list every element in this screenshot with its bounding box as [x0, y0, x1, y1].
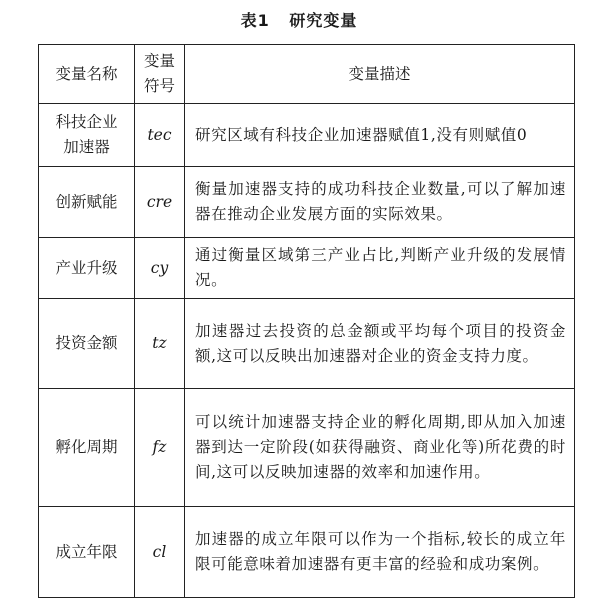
variable-symbol: cy	[135, 238, 185, 299]
table-header-row	[39, 45, 575, 104]
header-variable-name: 变量名称	[39, 45, 135, 104]
table-row	[39, 389, 575, 507]
table-caption	[0, 8, 598, 31]
variable-symbol: cl	[135, 507, 185, 598]
variable-name-cell	[39, 104, 135, 167]
variable-name: 投资金额	[39, 299, 135, 389]
variable-name-line1: 科技企业	[55, 113, 118, 131]
variable-name: 产业升级	[39, 238, 135, 299]
header-symbol-line1: 变量	[143, 52, 175, 70]
variable-description: 衡量加速器支持的成功科技企业数量,可以了解加速器在推动企业发展方面的实际效果。	[185, 167, 575, 238]
variable-description: 可以统计加速器支持企业的孵化周期,即从加入加速器到达一定阶段(如获得融资、商业化等)所花费的时间,这可以反映加速器的效率和加速作用。	[185, 389, 575, 507]
table-row	[39, 238, 575, 299]
variable-symbol: fz	[135, 389, 185, 507]
header-symbol-line2: 符号	[143, 77, 175, 95]
table-row	[39, 299, 575, 389]
table-title: 研究变量	[289, 11, 358, 30]
variable-name: 成立年限	[39, 507, 135, 598]
variable-description: 研究区域有科技企业加速器赋值1,没有则赋值0	[185, 104, 575, 167]
variable-description: 加速器过去投资的总金额或平均每个项目的投资金额,这可以反映出加速器对企业的资金支持力度。	[185, 299, 575, 389]
variable-name-line2: 加速器	[63, 138, 110, 156]
header-variable-description: 变量描述	[185, 45, 575, 104]
variable-symbol: tec	[135, 104, 185, 167]
table-row	[39, 507, 575, 598]
variable-name: 创新赋能	[39, 167, 135, 238]
variable-symbol: cre	[135, 167, 185, 238]
table-number: 表1	[240, 11, 270, 30]
variables-table	[38, 44, 575, 598]
table-row	[39, 104, 575, 167]
table-row	[39, 167, 575, 238]
header-variable-symbol	[135, 45, 185, 104]
variable-description: 通过衡量区域第三产业占比,判断产业升级的发展情况。	[185, 238, 575, 299]
variable-description: 加速器的成立年限可以作为一个指标,较长的成立年限可能意味着加速器有更丰富的经验和成功案例。	[185, 507, 575, 598]
variable-name: 孵化周期	[39, 389, 135, 507]
variable-symbol: tz	[135, 299, 185, 389]
